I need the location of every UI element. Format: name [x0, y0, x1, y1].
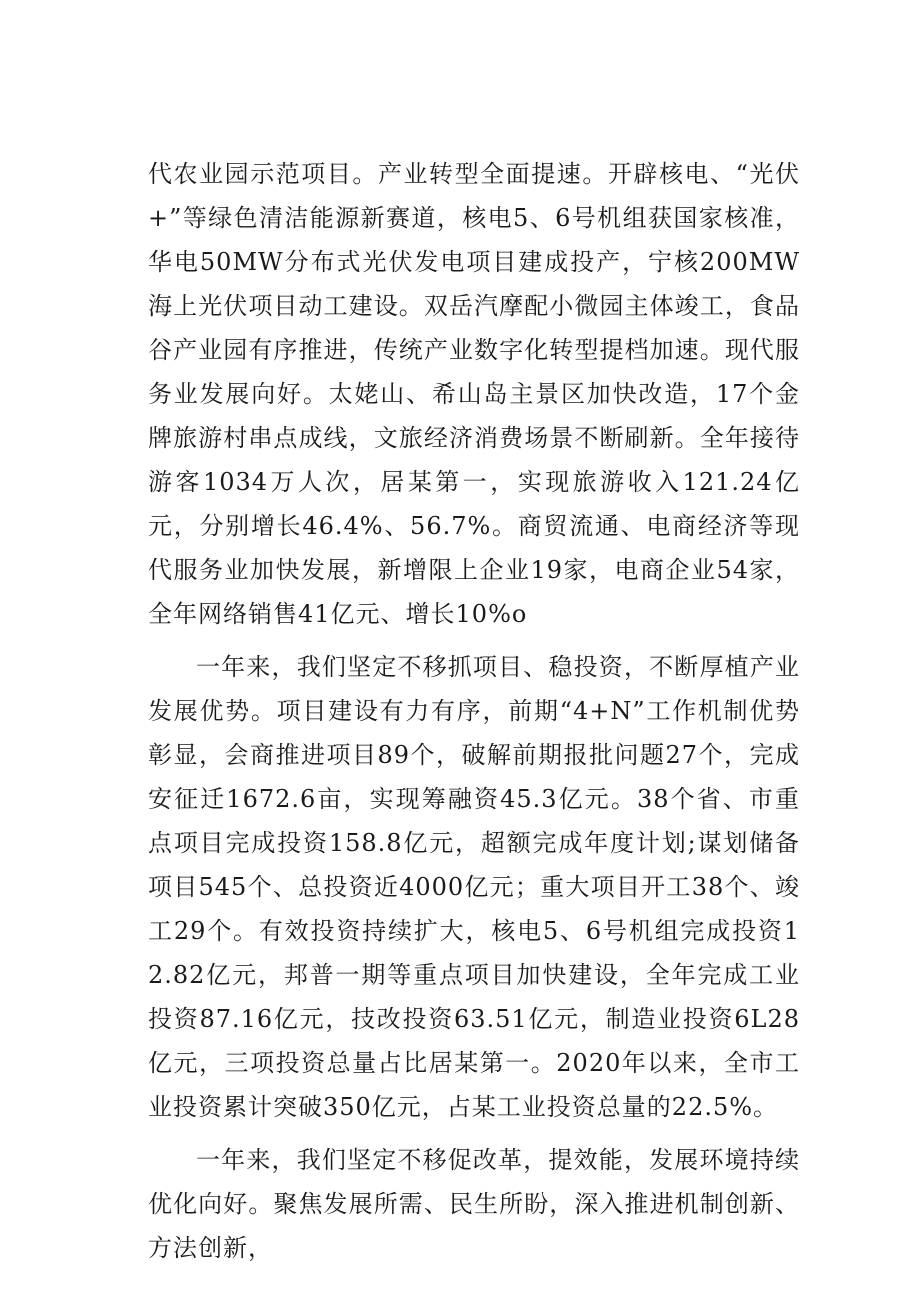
paragraph-2: 一年来，我们坚定不移抓项目、稳投资，不断厚植产业发展优势。项目建设有力有序，前期“4+N”工作机制优势彰显，会商推进项目89个，破解前期报批问题27个，完成安征迁1672.6亩，实现筹融资45.3亿元。38个省、市重点项目完成投资158.8亿元，超额完成年度计划;谋划储备项目545个、总投资近4000亿元；重大项目开工38个、竣工29个。有效投资持续扩大，核电5、6号机组完成投资12.82亿元，邦普一期等重点项目加快建设，全年完成工业投资87.16亿元，技改投资63.51亿元，制造业投资6L28亿元，三项投资总量占比居某第一。2020年以来，全市工业投资累计突破350亿元，占某工业投资总量的22.5%。 — [148, 653, 800, 1121]
paragraph-1: 代农业园示范项目。产业转型全面提速。开辟核电、“光伏+”等绿色清洁能源新赛道，核电5、6号机组获国家核准，华电50MW分布式光伏发电项目建成投产，宁核200MW海上光伏项目动工建设。双岳汽摩配小微园主体竣工，食品谷产业园有序推进，传统产业数字化转型提档加速。现代服务业发展向好。太姥山、希山岛主景区加快改造，17个金牌旅游村串点成线，文旅经济消费场景不断刷新。全年接待游客1034万人次，居某第一，实现旅游收入121.24亿元，分别增长46.4%、56.7%。商贸流通、电商经济等现代服务业加快发展，新增限上企业19家，电商企业54家，全年网络销售41亿元、增长10%o — [148, 160, 800, 628]
document-body — [148, 152, 800, 1270]
paragraph-3: 一年来，我们坚定不移促改革，提效能，发展环境持续优化向好。聚焦发展所需、民生所盼，深入推进机制创新、方法创新， — [148, 1146, 800, 1262]
